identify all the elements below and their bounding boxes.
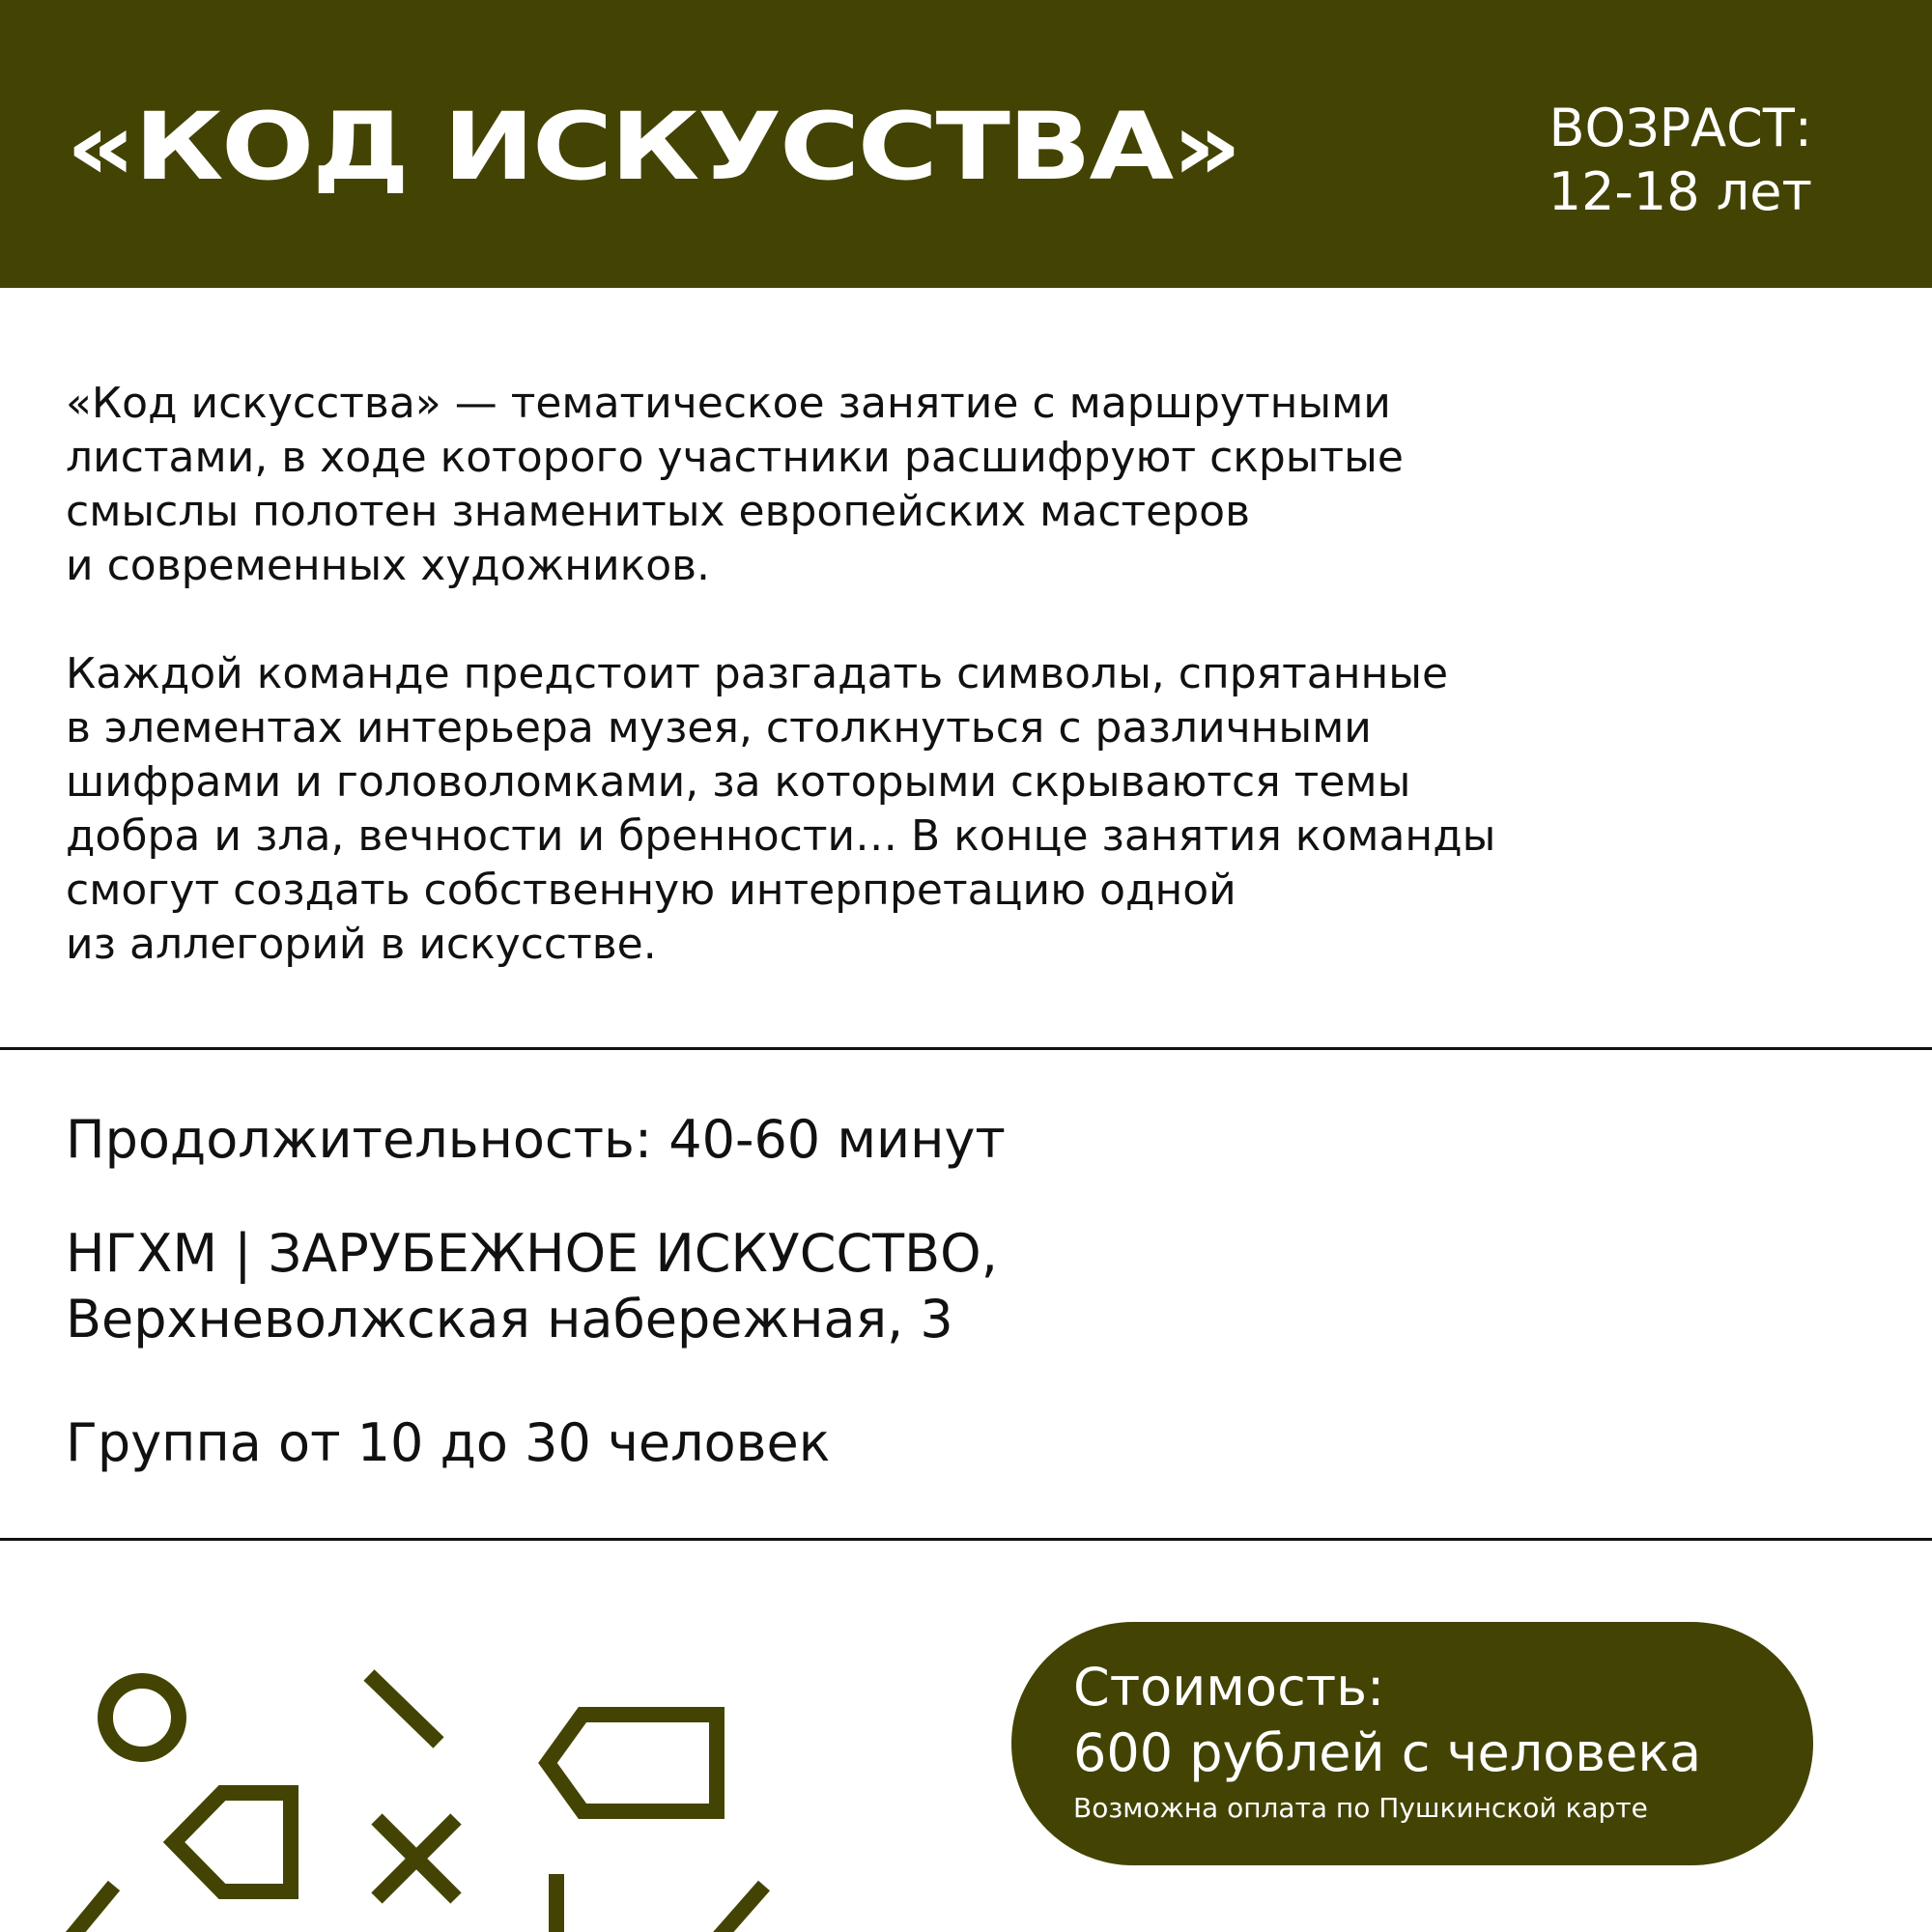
slash-icon bbox=[68, 1886, 114, 1932]
circle-icon bbox=[105, 1681, 179, 1754]
decorative-symbols bbox=[0, 1642, 792, 1932]
header-banner bbox=[0, 0, 1932, 288]
description-line: смыслы полотен знаменитых европейских мастеров bbox=[66, 487, 1251, 536]
description-line: и современных художников. bbox=[66, 541, 711, 590]
age-block bbox=[1548, 97, 1812, 224]
page-title: «КОД ИСКУССТВА» bbox=[66, 93, 1240, 201]
price-note: Возможна оплата по Пушкинской карте bbox=[1073, 1792, 1648, 1824]
group-size: Группа от 10 до 30 человек bbox=[66, 1412, 831, 1473]
divider bbox=[0, 1538, 1932, 1541]
description-line: Каждой команде предстоит разгадать символы, спрятанные bbox=[66, 649, 1449, 698]
description-line: шифрами и головоломками, за которыми скрываются темы bbox=[66, 757, 1411, 807]
description-line: «Код искусства» — тематическое занятие с маршрутными bbox=[66, 379, 1391, 428]
slash-icon bbox=[715, 1886, 764, 1932]
price-badge bbox=[1011, 1622, 1813, 1865]
venue: НГХМ | ЗАРУБЕЖНОЕ ИСКУССТВО, bbox=[66, 1223, 998, 1284]
tag-outline-icon bbox=[548, 1715, 717, 1811]
age-label: ВОЗРАСТ: bbox=[1548, 98, 1812, 158]
description bbox=[66, 377, 1804, 972]
description-line: добра и зла, вечности и бренности… В конце занятия команды bbox=[66, 811, 1496, 861]
description-line: листами, в ходе которого участники расшифруют скрытые bbox=[66, 433, 1404, 482]
description-line: смогут создать собственную интерпретацию одной bbox=[66, 866, 1236, 915]
description-line: из аллегорий в искусстве. bbox=[66, 920, 657, 969]
price-label: Стоимость: bbox=[1073, 1657, 1385, 1718]
duration: Продолжительность: 40-60 минут bbox=[66, 1109, 1006, 1170]
divider bbox=[0, 1047, 1932, 1050]
address: Верхневолжская набережная, 3 bbox=[66, 1289, 953, 1350]
paragraph-gap bbox=[66, 593, 1804, 647]
description-line: в элементах интерьера музея, столкнуться с различными bbox=[66, 703, 1372, 753]
price-value: 600 рублей с человека bbox=[1073, 1722, 1702, 1783]
tag-outline-icon bbox=[174, 1793, 291, 1891]
age-value: 12-18 лет bbox=[1548, 161, 1812, 222]
slash-icon bbox=[369, 1675, 439, 1743]
